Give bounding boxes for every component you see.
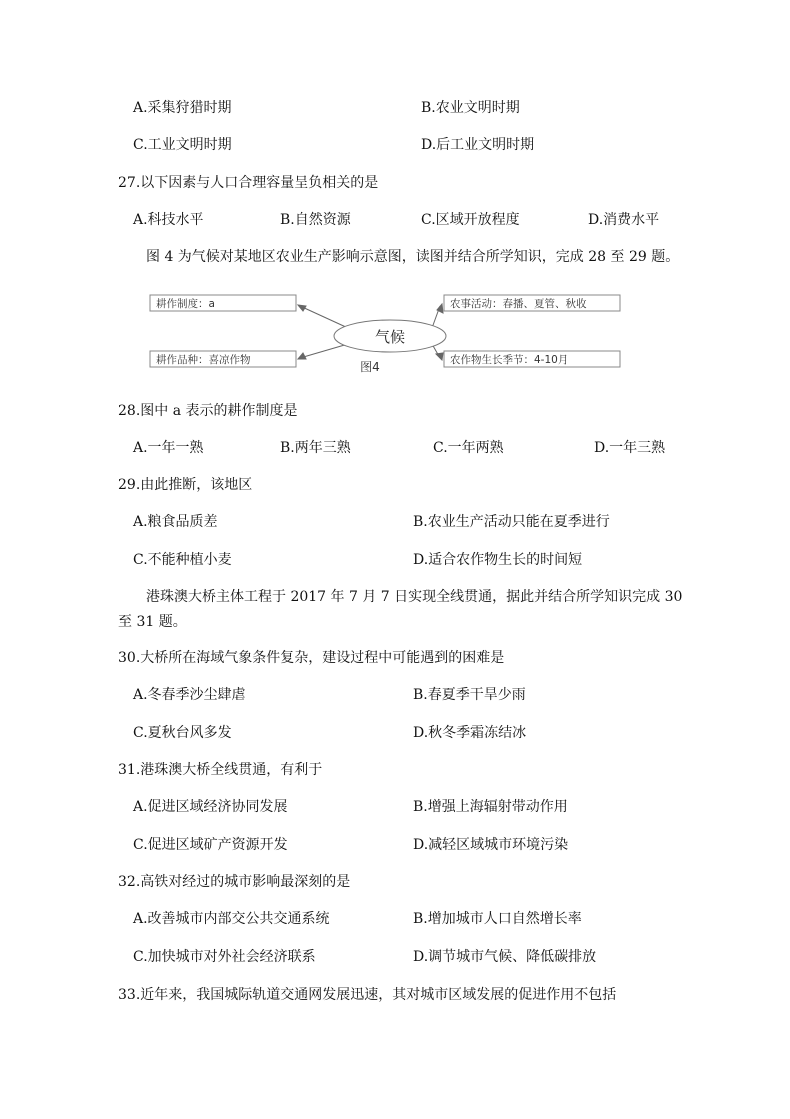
climate-label: 气候 — [374, 328, 406, 346]
q26-option-d: D.后工业文明时期 — [421, 137, 535, 153]
q30-option-b: B.春夏季干旱少雨 — [413, 687, 526, 703]
q29-option-b: B.农业生产活动只能在夏季进行 — [413, 514, 610, 530]
bridge-intro-line2: 至 31 题。 — [118, 614, 187, 630]
q31-option-d: D.减轻区域城市环境污染 — [413, 837, 569, 853]
q27-option-d: D.消费水平 — [588, 212, 660, 228]
q26-option-c: C.工业文明时期 — [133, 137, 232, 153]
q31-option-a: A.促进区域经济协同发展 — [133, 799, 288, 815]
q28-option-d: D.一年三熟 — [594, 440, 666, 456]
q27-stem: 27.以下因素与人口合理容量呈负相关的是 — [118, 175, 379, 191]
q29-stem: 29.由此推断，该地区 — [118, 477, 253, 493]
box-top-left — [150, 295, 296, 311]
q29-option-a: A.粮食品质差 — [133, 514, 218, 530]
q28-option-c: C.一年两熟 — [433, 440, 504, 456]
box-top-left-text: 耕作制度：a — [156, 298, 215, 310]
q28-option-a: A.一年一熟 — [133, 440, 204, 456]
q32-option-a: A.改善城市内部交公共交通系统 — [133, 911, 330, 927]
q33-stem: 33.近年来，我国城际轨道交通网发展迅速，其对城市区域发展的促进作用不包括 — [118, 987, 617, 1003]
box-bottom-left — [150, 351, 296, 367]
q31-stem: 31.港珠澳大桥全线贯通，有利于 — [118, 762, 323, 778]
q26-option-a: A.采集狩猎时期 — [133, 100, 232, 116]
box-top-right — [444, 295, 620, 311]
q31-option-c: C.促进区域矿产资源开发 — [133, 837, 288, 853]
q29-option-c: C.不能种植小麦 — [133, 552, 232, 568]
climate-agriculture-diagram — [140, 286, 630, 376]
box-top-right-text: 农事活动：春播、夏管、秋收 — [450, 298, 587, 310]
q30-option-d: D.秋冬季霜冻结冰 — [413, 725, 527, 741]
q27-option-a: A.科技水平 — [133, 212, 204, 228]
q32-option-b: B.增加城市人口自然增长率 — [413, 911, 582, 927]
q29-option-d: D.适合农作物生长的时间短 — [413, 552, 583, 568]
q32-stem: 32.高铁对经过的城市影响最深刻的是 — [118, 874, 351, 890]
figure-caption: 图4 — [360, 360, 380, 374]
q27-option-c: C.区域开放程度 — [421, 212, 520, 228]
q26-option-b: B.农业文明时期 — [421, 100, 520, 116]
q31-option-b: B.增强上海辐射带动作用 — [413, 799, 568, 815]
q30-option-c: C.夏秋台风多发 — [133, 725, 232, 741]
q30-option-a: A.冬春季沙尘肆虐 — [133, 687, 246, 703]
box-bottom-right — [444, 351, 620, 367]
q28-stem: 28.图中 a 表示的耕作制度是 — [118, 403, 298, 419]
box-bottom-left-text: 耕作品种：喜凉作物 — [156, 354, 251, 366]
q32-option-c: C.加快城市对外社会经济联系 — [133, 949, 316, 965]
fig4-intro: 图 4 为气候对某地区农业生产影响示意图，读图并结合所学知识，完成 28 至 29 题。 — [146, 249, 680, 265]
box-bottom-right-text: 农作物生长季节：4-10月 — [450, 354, 569, 366]
bridge-intro-line1: 港珠澳大桥主体工程于 2017 年 7 月 7 日实现全线贯通，据此并结合所学知识完成 30 — [146, 589, 683, 605]
q30-stem: 30.大桥所在海域气象条件复杂，建设过程中可能遇到的困难是 — [118, 650, 505, 666]
q27-option-b: B.自然资源 — [280, 212, 351, 228]
q28-option-b: B.两年三熟 — [280, 440, 351, 456]
q32-option-d: D.调节城市气候、降低碳排放 — [413, 949, 597, 965]
